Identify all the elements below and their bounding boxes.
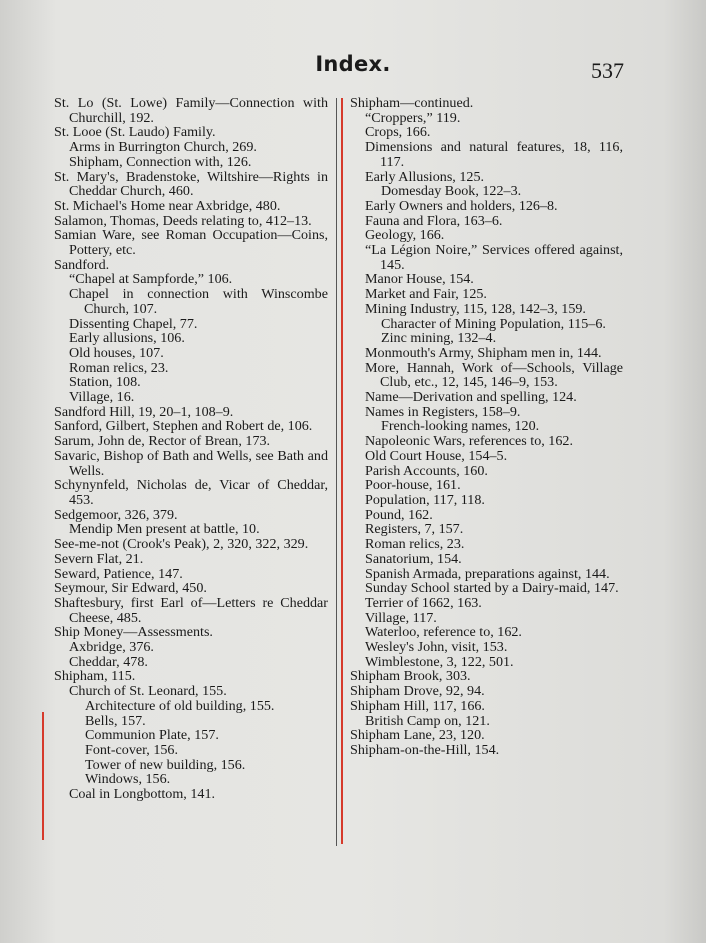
index-entry: Sanatorium, 154. <box>365 550 462 567</box>
index-entry: Shipham Drove, 92, 94. <box>350 683 485 700</box>
index-entry: Sanford, Gilbert, Stephen and Robert de, 106. <box>54 418 313 435</box>
index-entry: See-me-not (Crook's Peak), 2, 320, 322, 329. <box>54 536 309 553</box>
index-entry: Bells, 157. <box>85 712 146 729</box>
index-entry: Shipham Hill, 117, 166. <box>350 697 485 714</box>
index-entry: Napoleonic Wars, references to, 162. <box>365 433 573 450</box>
index-entry: Domesday Book, 122–3. <box>381 183 522 200</box>
index-entry: Wesley's John, visit, 153. <box>365 639 508 656</box>
index-entry: Windows, 156. <box>85 771 171 788</box>
index-entry: More, Hannah, Work of—Schools, Village Club, etc., 12, 145, 146–9, 153. <box>365 359 623 391</box>
index-entry: Dimensions and natural features, 18, 116, 117. <box>365 139 623 170</box>
index-entry: Market and Fair, 125. <box>365 286 487 303</box>
index-entry: Early Owners and holders, 126–8. <box>365 197 558 214</box>
index-entry: Old Court House, 154–5. <box>365 447 508 464</box>
margin-mark-right <box>341 98 343 844</box>
index-entry: Shipham—continued. <box>350 95 474 111</box>
index-entry: Salamon, Thomas, Deeds relating to, 412–13. <box>54 212 312 229</box>
index-entry: St. Michael's Home near Axbridge, 480. <box>54 197 281 214</box>
index-entry: Spanish Armada, preparations against, 144. <box>365 565 610 582</box>
index-entry: Waterloo, reference to, 162. <box>365 624 522 641</box>
index-entry: Chapel in connection with Winscombe Church, 107. <box>69 286 328 317</box>
index-entry: Village, 117. <box>365 609 437 626</box>
index-entry: Population, 117, 118. <box>365 491 485 508</box>
index-entry: Names in Registers, 158–9. <box>365 403 521 420</box>
index-entry: British Camp on, 121. <box>365 712 490 729</box>
index-entry: Character of Mining Population, 115–6. <box>381 315 606 332</box>
index-entry: Sandford Hill, 19, 20–1, 108–9. <box>54 403 234 420</box>
page-number: 537 <box>591 58 624 83</box>
index-entry: Coal in Longbottom, 141. <box>69 786 216 803</box>
index-column-right <box>350 96 623 758</box>
index-entry: Samian Ware, see Roman Occupation—Coins, Pottery, etc. <box>54 227 328 259</box>
index-entry: Village, 16. <box>69 389 135 406</box>
index-entry: Mendip Men present at battle, 10. <box>69 521 260 538</box>
index-entry: Severn Flat, 21. <box>54 550 144 567</box>
index-entry: Shipham-on-the-Hill, 154. <box>350 741 500 758</box>
index-entry: Schynynfeld, Nicholas de, Vicar of Cheddar, 453. <box>54 477 328 508</box>
index-entry: Dissenting Chapel, 77. <box>69 315 198 332</box>
index-entry: Poor-house, 161. <box>365 477 461 494</box>
index-entry: Early Allusions, 125. <box>365 168 485 185</box>
index-entry: Terrier of 1662, 163. <box>365 594 482 611</box>
index-entry: Crops, 166. <box>365 124 431 141</box>
index-entry: St. Looe (St. Laudo) Family. <box>54 124 216 141</box>
index-entry: Station, 108. <box>69 374 141 391</box>
index-entry: Arms in Burrington Church, 269. <box>69 139 257 156</box>
index-entry: Zinc mining, 132–4. <box>381 330 497 347</box>
index-entry: “Chapel at Sampforde,” 106. <box>69 271 233 288</box>
index-entry: St. Lo (St. Lowe) Family—Connection with Churchill, 192. <box>54 95 328 126</box>
index-entry: Mining Industry, 115, 128, 142–3, 159. <box>365 300 586 317</box>
index-entry: Roman relics, 23. <box>365 536 465 553</box>
index-entry: Architecture of old building, 155. <box>85 697 275 714</box>
index-entry: Shipham Brook, 303. <box>350 668 471 685</box>
index-entry: Seward, Patience, 147. <box>54 565 183 582</box>
margin-mark-left <box>42 712 44 840</box>
index-entry: Pound, 162. <box>365 506 433 523</box>
page-title: Index. <box>315 52 391 76</box>
index-entry: Wimblestone, 3, 122, 501. <box>365 653 514 670</box>
index-entry: French-looking names, 120. <box>381 418 540 435</box>
index-entry: Communion Plate, 157. <box>85 727 219 744</box>
index-entry: Roman relics, 23. <box>69 359 169 376</box>
index-entry: Cheddar, 478. <box>69 653 148 670</box>
index-entry: Registers, 7, 157. <box>365 521 464 538</box>
index-entry: Church of St. Leonard, 155. <box>69 683 227 700</box>
index-entry: Old houses, 107. <box>69 344 164 361</box>
index-entry: Name—Derivation and spelling, 124. <box>365 389 577 406</box>
index-entry: Axbridge, 376. <box>69 639 154 656</box>
index-entry: Shaftesbury, first Earl of—Letters re Cheddar Cheese, 485. <box>54 594 328 626</box>
index-entry: Shipham Lane, 23, 120. <box>350 727 485 744</box>
index-entry: Shipham, 115. <box>54 668 136 685</box>
index-entry: Shipham, Connection with, 126. <box>69 153 252 170</box>
index-entry: Sedgemoor, 326, 379. <box>54 506 178 523</box>
index-entry: Manor House, 154. <box>365 271 474 288</box>
index-entry: Fauna and Flora, 163–6. <box>365 212 503 229</box>
index-entry: Tower of new building, 156. <box>85 756 246 773</box>
index-column-left <box>54 96 328 802</box>
index-entry: Sunday School started by a Dairy-maid, 147. <box>365 580 619 597</box>
index-entry: Parish Accounts, 160. <box>365 462 488 479</box>
column-divider <box>336 98 337 846</box>
index-entry: Seymour, Sir Edward, 450. <box>54 580 207 597</box>
index-entry: Geology, 166. <box>365 227 445 244</box>
index-entry: St. Mary's, Bradenstoke, Wiltshire—Rights in Cheddar Church, 460. <box>54 168 328 200</box>
index-entry: “La Légion Noire,” Services offered against, 145. <box>365 242 623 273</box>
index-entry: Font-cover, 156. <box>85 741 178 758</box>
index-entry: Ship Money—Assessments. <box>54 624 213 641</box>
index-entry: Monmouth's Army, Shipham men in, 144. <box>365 344 602 361</box>
index-entry: Early allusions, 106. <box>69 330 185 347</box>
index-entry: Sandford. <box>54 256 110 273</box>
index-entry: Sarum, John de, Rector of Brean, 173. <box>54 433 271 450</box>
index-entry: “Croppers,” 119. <box>365 109 461 126</box>
index-entry: Savaric, Bishop of Bath and Wells, see Bath and Wells. <box>54 447 328 479</box>
